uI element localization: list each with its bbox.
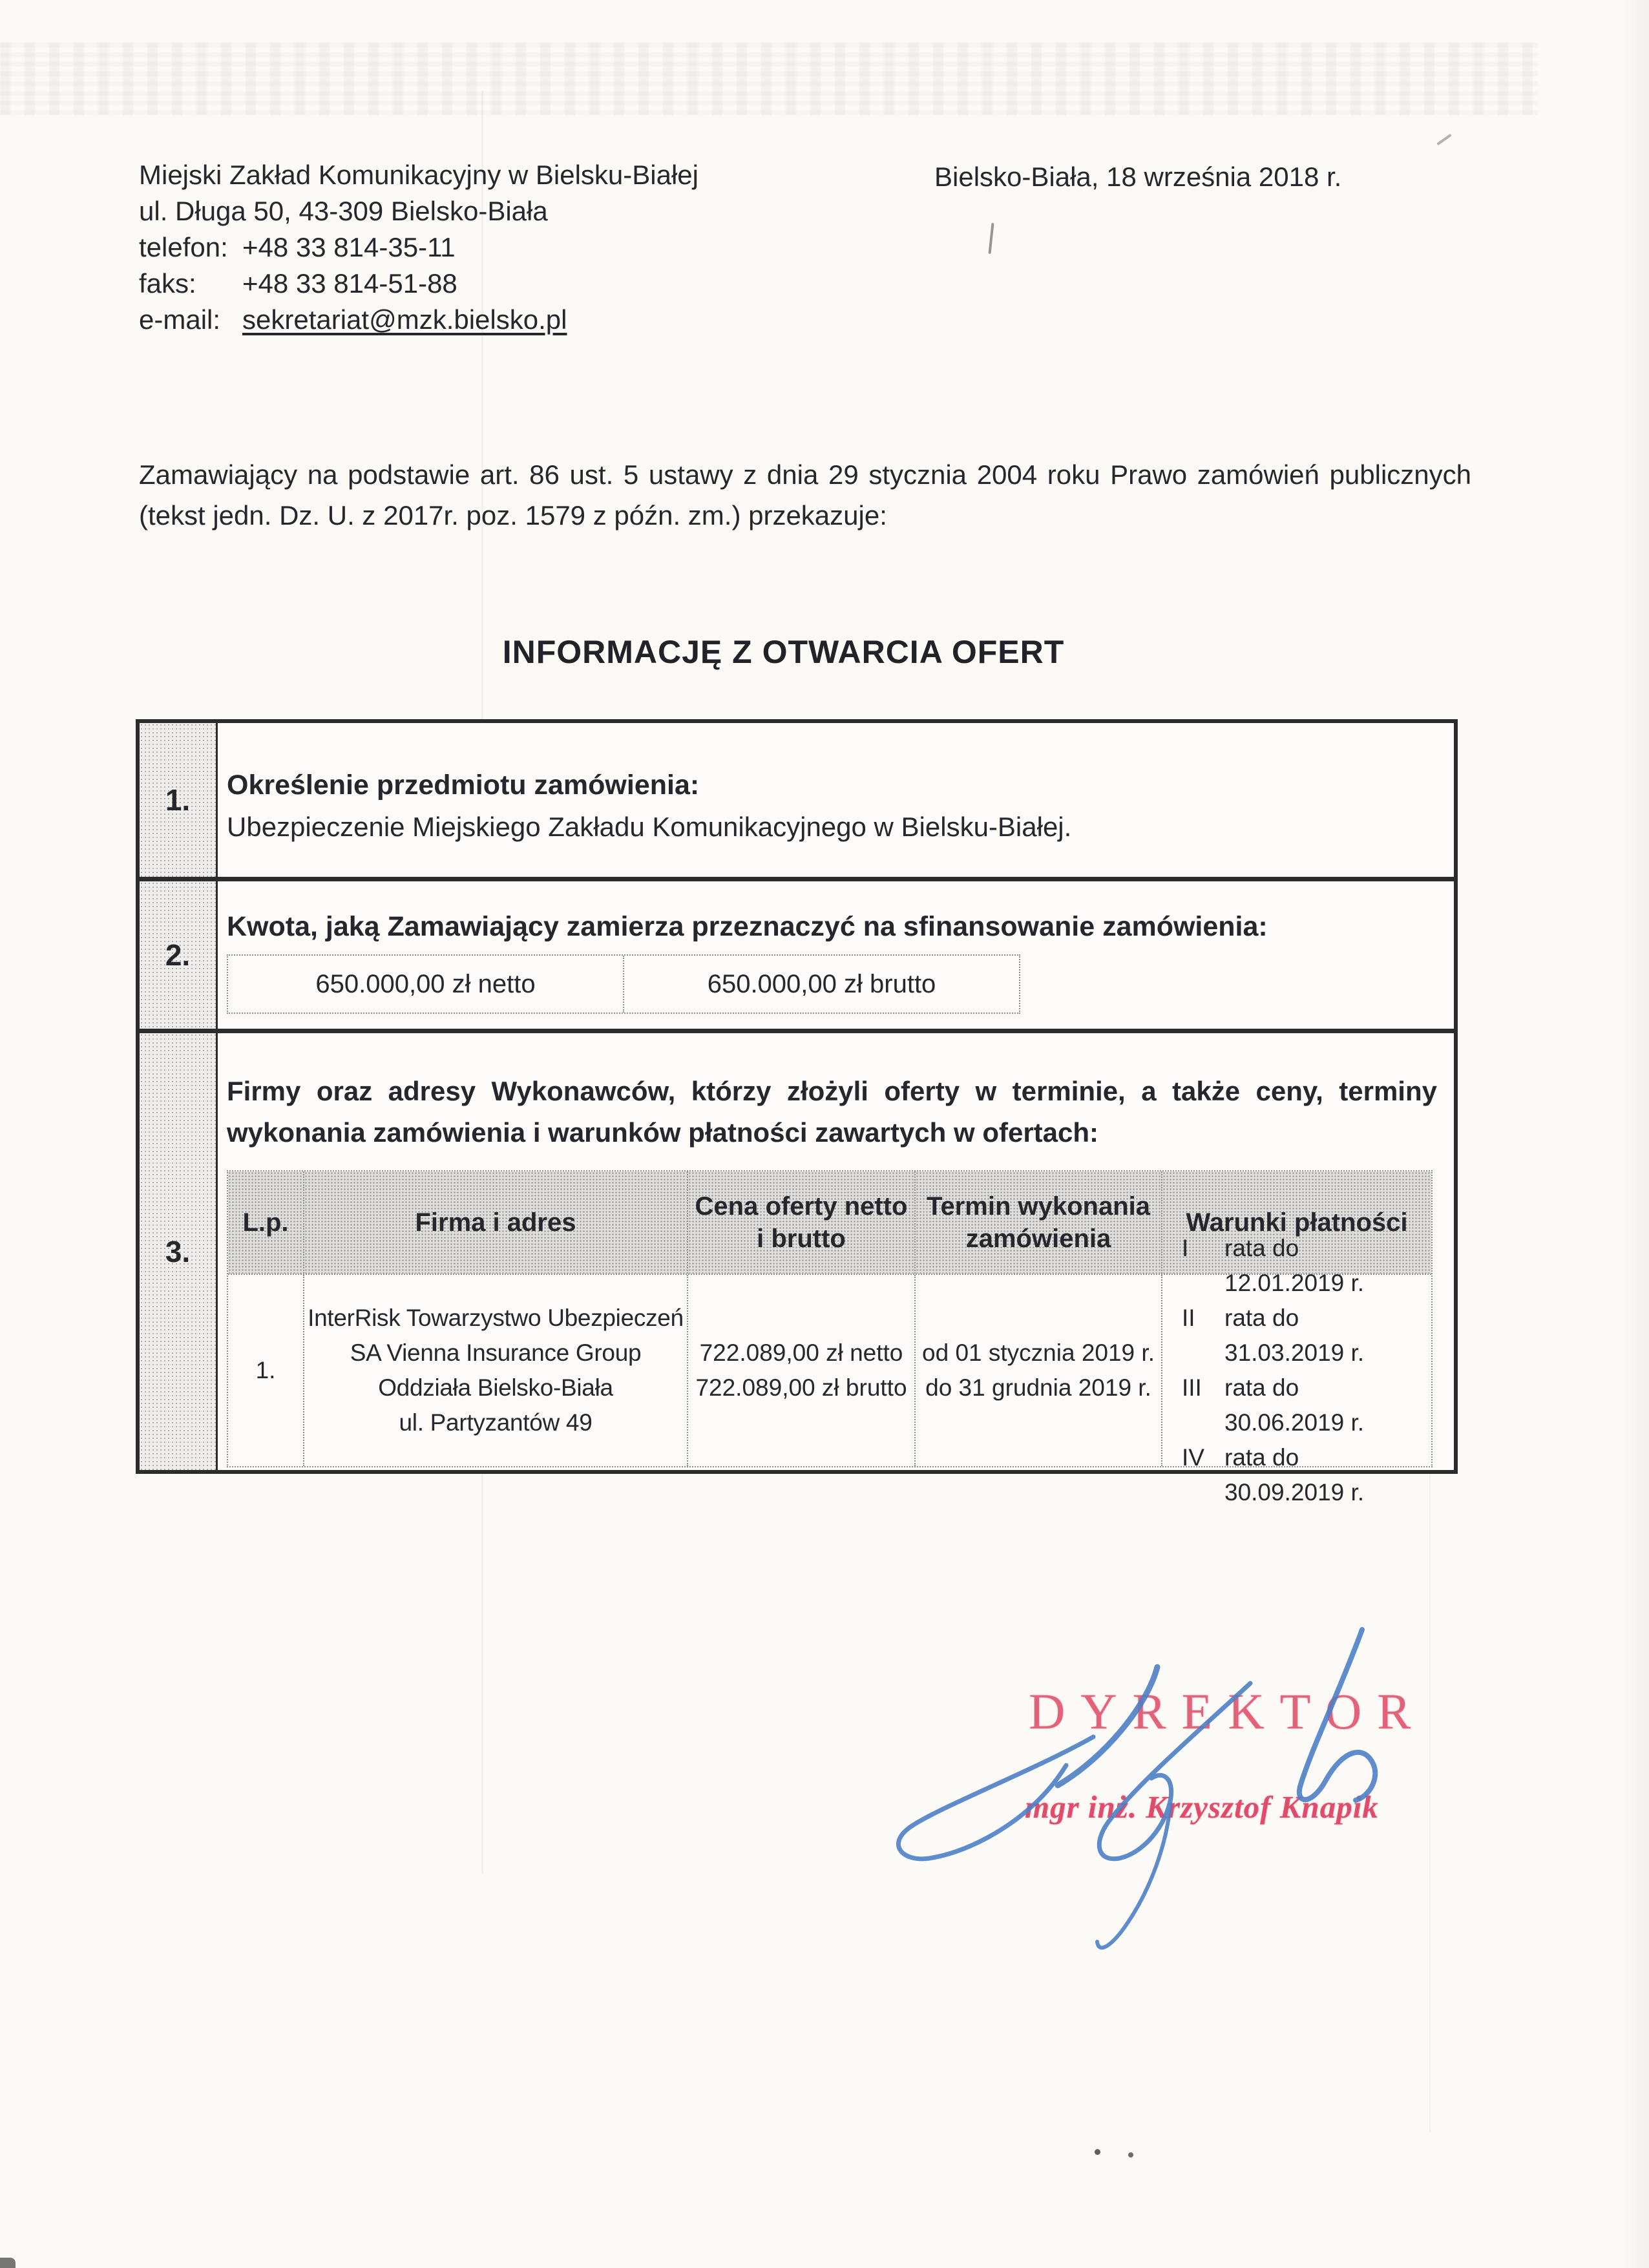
scan-pen-mark [1436,134,1452,145]
scan-noise-band [0,43,1538,115]
row-number-cell: 3. [140,1033,218,1470]
scan-edge-shadow [1619,0,1649,2268]
sender-block [139,157,698,338]
row-number-cell: 1. [140,723,218,877]
sender-email-row [139,302,698,338]
term-line: od 01 stycznia 2019 r. [922,1339,1155,1366]
sender-fax-row [139,266,698,302]
handwritten-signature [879,1570,1434,1984]
payment-line [1182,1440,1425,1510]
row-content-cell [218,1033,1454,1506]
firm-line: Oddziała Bielsko-Biała [378,1374,613,1401]
budget-netto: 650.000,00 zł netto [315,969,536,998]
subject-heading: Określenie przedmiotu zamówienia: [227,770,700,801]
payment-text: rata do 30.06.2019 r. [1224,1374,1365,1436]
place-and-date: Bielsko-Biała, 18 września 2018 r. [934,162,1342,192]
offers-heading: Firmy oraz adresy Wykonawców, którzy złożyli oferty w terminie, a także ceny, terminy wykonania zamówienia i warunków płatności zawartych w ofertach: [227,1076,1437,1148]
scan-dot [1128,2152,1133,2158]
firm-line: SA Vienna Insurance Group [350,1339,642,1366]
main-table-row-3 [140,1029,1454,1506]
term-line: do 31 grudnia 2019 r. [925,1374,1151,1401]
price-line: 722.089,00 zł brutto [695,1374,907,1401]
payment-numeral: IV [1182,1444,1204,1471]
payment-line [1182,1370,1425,1440]
payment-text: rata do 31.03.2019 r. [1224,1305,1365,1366]
row-content-cell [218,881,1454,1029]
row-number-cell: 2. [140,881,218,1029]
email-label: e-mail: [139,304,221,335]
budget-brutto: 650.000,00 zł brutto [623,956,1019,1013]
sender-name: Miejski Zakład Komunikacyjny w Bielsku-Białej [139,160,698,190]
offers-table-row [228,1235,1431,1506]
payment-numeral: II [1182,1305,1195,1331]
offers-table [227,1170,1433,1506]
payment-numeral: I [1182,1235,1189,1261]
scan-pen-mark [989,223,994,254]
director-stamp: DYREKTOR [1029,1683,1427,1739]
col-header-lp: L.p. [228,1171,303,1274]
intro-paragraph: Zamawiający na podstawie art. 86 ust. 5 ustawy z dnia 29 stycznia 2004 roku Prawo zamówień publicznych (tekst jedn. Dz. U. z 2017r. poz. 1579 z późn. zm.) przekazuje: [139,459,1471,530]
fax-value: +48 33 814-51-88 [242,268,457,299]
sender-phone-row [139,229,698,266]
phone-value: +48 33 814-35-11 [242,232,456,262]
firm-line: InterRisk Towarzystwo Ubezpieczeń [308,1305,684,1331]
payment-line [1182,1231,1425,1301]
payment-numeral: III [1182,1374,1202,1401]
offer-firm [303,1275,687,1466]
payment-line [1182,1301,1425,1370]
fax-label: faks: [139,268,196,299]
col-header-firm: Firma i adres [303,1171,687,1274]
budget-amount-box [227,954,1020,1014]
col-header-payment: Warunki płatności [1161,1171,1431,1274]
scan-dot [1095,2149,1100,2155]
offer-price [687,1275,914,1466]
col-header-price: Cena oferty netto i brutto [687,1171,914,1274]
firm-line: ul. Partyzantów 49 [399,1409,593,1436]
main-table-row-2 [140,877,1454,1029]
phone-label: telefon: [139,232,228,262]
subject-text: Ubezpieczenie Miejskiego Zakładu Komunikacyjnego w Bielsku-Białej. [227,812,1072,842]
row-content-cell [218,723,1454,877]
payment-text: rata do 30.09.2019 r. [1224,1444,1365,1506]
main-table-row-1 [140,723,1454,877]
scan-corner-mark [0,2258,16,2268]
offer-term [914,1275,1161,1466]
email-link[interactable]: sekretariat@mzk.bielsko.pl [242,304,567,335]
col-header-term: Termin wykonania zamówienia [914,1171,1161,1274]
sender-address: ul. Długa 50, 43-309 Bielsko-Biała [139,196,548,226]
page-title: INFORMACJĘ Z OTWARCIA OFERT [502,634,1065,670]
price-line: 722.089,00 zł netto [699,1339,903,1366]
offer-lp: 1. [255,1357,276,1383]
budget-heading: Kwota, jaką Zamawiający zamierza przeznaczyć na sfinansowanie zamówienia: [227,911,1268,942]
payment-text: rata do 12.01.2019 r. [1224,1235,1365,1296]
main-table [136,719,1458,1506]
director-name-stamp: mgr inż. Krzysztof Knapik [1025,1789,1379,1825]
offer-payments [1161,1235,1431,1506]
